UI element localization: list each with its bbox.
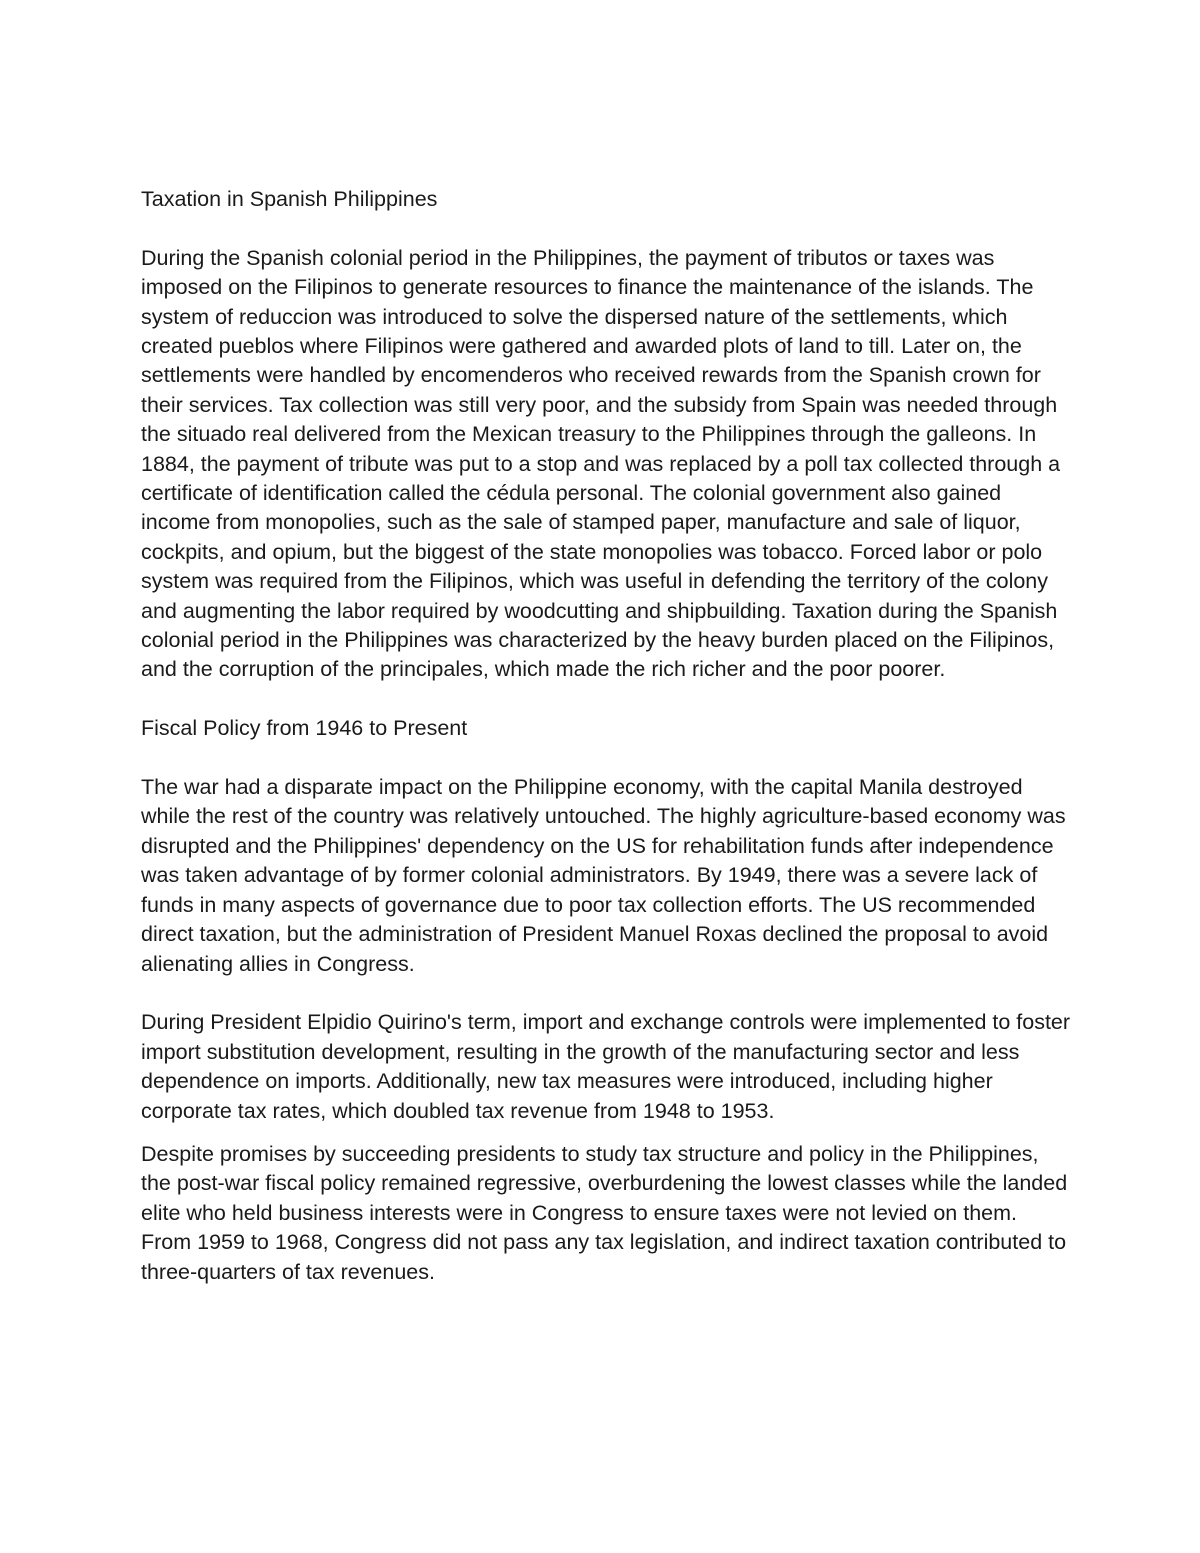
paragraph-quirino-term: During President Elpidio Quirino's term, import and exchange controls were implemented to foster import substitution development, resulting in the growth of the manufacturing sector and less dependence on imports. Additionally, new tax measures were introduced, including higher corporate tax rates, which doubled tax revenue from 1948 to 1953. xyxy=(141,1010,1071,1123)
paragraph-postwar-impact: The war had a disparate impact on the Philippine economy, with the capital Manila destroyed while the rest of the country was relatively untouched. The highly agriculture-based economy was disrupted and the Philippines' dependency on the US for rehabilitation funds after independence was taken advantage of by former colonial administrators. By 1949, there was a severe lack of funds in many aspects of governance due to poor tax collection efforts. The US recommended direct taxation, but the administration of President Manuel Roxas declined the proposal to avoid alienating allies in Congress. xyxy=(141,775,1066,976)
paragraph-spanish-taxation: During the Spanish colonial period in the Philippines, the payment of tributos or taxes was imposed on the Filipinos to generate resources to finance the maintenance of the islands. The system of reduccion was introduced to solve the dispersed nature of the settlements, which created pueblos where Filipinos were gathered and awarded plots of land to till. Later on, the settlements were handled by encomenderos who received rewards from the Spanish crown for their services. Tax collection was still very poor, and the subsidy from Spain was needed through the situado real delivered from the Mexican treasury to the Philippines through the galleons. In 1884, the payment of tribute was put to a stop and was replaced by a poll tax collected through a certificate of identification called the cédula personal. The colonial government also gained income from monopolies, such as the sale of stamped paper, manufacture and sale of liquor, cockpits, and opium, but the biggest of the state monopolies was tobacco. Forced labor or polo system was required from the Filipinos, which was useful in defending the territory of the colony and augmenting the labor required by woodcutting and shipbuilding. Taxation during the Spanish colonial period in the Philippines was characterized by the heavy burden placed on the Filipinos, and the corruption of the principales, which made the rich richer and the poor poorer. xyxy=(141,245,1061,682)
paragraph-regressive-policy: Despite promises by succeeding presidents to study tax structure and policy in the Philippines, the post-war fiscal policy remained regressive, overburdening the lowest classes while the landed elite who held business interests were in Congress to ensure taxes were not levied on them. From 1959 to 1968, Congress did not pass any tax legislation, and indirect taxation contributed to three-quarters of tax revenues. xyxy=(141,1141,1068,1284)
section-heading-taxation-spanish-philippines: Taxation in Spanish Philippines xyxy=(141,187,438,211)
section-heading-fiscal-policy: Fiscal Policy from 1946 to Present xyxy=(141,716,468,741)
document-body xyxy=(141,185,1071,1316)
